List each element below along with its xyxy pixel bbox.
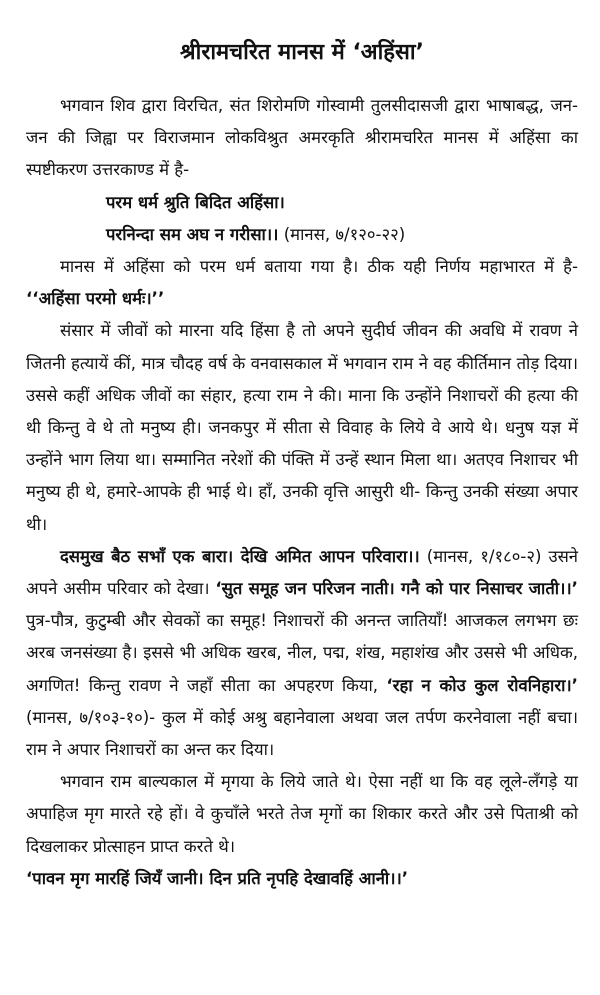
quote-raha-na: ‘रहा न कोउ कुल रोवनिहारा।’: [386, 675, 578, 695]
verse-line-2: [26, 219, 578, 251]
verse-reference: (मानस, ७/१२०-२२): [278, 224, 406, 244]
mahabharat-quote: ‘‘अहिंसा परमो धर्मः।’’: [26, 289, 165, 309]
paragraph-intro: भगवान शिव द्वारा विरचित, संत शिरोमणि गोस्वामी तुलसीदासजी द्वारा भाषाबद्ध, जन-जन की जिह्वा पर विराजमान लोकविश्रुत अमरकृति श्रीरामचरित मानस में अहिंसा का स्पष्टीकरण उत्तरकाण्ड में है-: [26, 96, 578, 180]
text-dasmukh-1: (मानस, १/१८०-२) उसने अपने असीम परिवार को देखा।: [26, 546, 579, 599]
quote-dasmukh: दसमुख बैठ सभाँ एक बारा। देखि अमित आपन परिवारा।।: [60, 546, 420, 566]
verse-line-2-text: परनिन्दा सम अघ न गरीसा।।: [106, 224, 279, 244]
quote-sut-samooh: ‘सुत समूह जन परिजन नाती। गनै को पार निसाचर जाती।।’: [215, 579, 578, 599]
paragraph-mahabharat-text: मानस में अहिंसा को परम धर्म बताया गया है। ठीक यही निर्णय महाभारत में है-: [60, 257, 578, 277]
paragraph-sansar: संसार में जीवों को मारना यदि हिंसा है तो अपने सुदीर्घ जीवन की अवधि में रावण ने जितनी हत्यायें कीं, मात्र चौदह वर्ष के वनवासकाल में भगवान राम ने वह कीर्तिमान तोड़ दिया। उससे कहीं अधिक जीवों का संहार, हत्या राम ने की। माना कि उन्होंने निशाचरों की हत्या की थी किन्तु वे थे तो मनुष्य ही। जनकपुर में सीता से विवाह के लिये वे आये थे। धनुष यज्ञ में उन्होंने भाग लिया था। सम्मानित नरेशों की पंक्ति में उन्हें स्थान मिला था। अतएव निशाचर भी मनुष्य ही थे, हमारे-आपके ही भाई थे। हाँ, उनकी वृत्ति आसुरी थी- किन्तु उनकी संख्या अपार थी।: [26, 321, 578, 534]
paragraph-mahabharat: [26, 251, 578, 315]
paragraph-mrigaya: भगवान राम बाल्यकाल में मृगया के लिये जाते थे। ऐसा नहीं था कि वह लूले-लँगड़े या अपाहिज मृग मारते रहे हों। वे कुचाँले भरते तेज मृगों का शिकार करते और उसे पिताश्री को दिखलाकर प्रोत्साहन प्राप्त करते थे।: [26, 772, 578, 856]
paragraph-dasmukh: [26, 541, 578, 766]
verse-line-1: परम धर्म श्रुति बिदित अहिंसा।: [106, 192, 285, 212]
text-dasmukh-2: पुत्र-पौत्र, कुटुम्बी और सेवकों का समूह! निशाचरों की अनन्त जातियाँ! आजकल लगभग छः अरब जनसंख्या है। इससे भी अधिक खरब, नील, पद्म, शंख, महाशंख और उससे भी अधिक, अगणित! किन्तु रावण ने जहाँ सीता का अपहरण किया,: [26, 611, 578, 695]
text-dasmukh-3: (मानस, ७/१०३-१०)- कुल में कोई अश्रु बहानेवाला अथवा जल तर्पण करनेवाला नहीं बचा। राम ने अपार निशाचरों का अन्त कर दिया।: [26, 707, 578, 760]
quote-pavan-mrig: ‘पावन मृग मारहिं जियँ जानी। दिन प्रति नृपहि देखावहिं आनी।।’: [26, 868, 409, 888]
page-title: श्रीरामचरित मानस में ‘अहिंसा’: [180, 40, 424, 65]
